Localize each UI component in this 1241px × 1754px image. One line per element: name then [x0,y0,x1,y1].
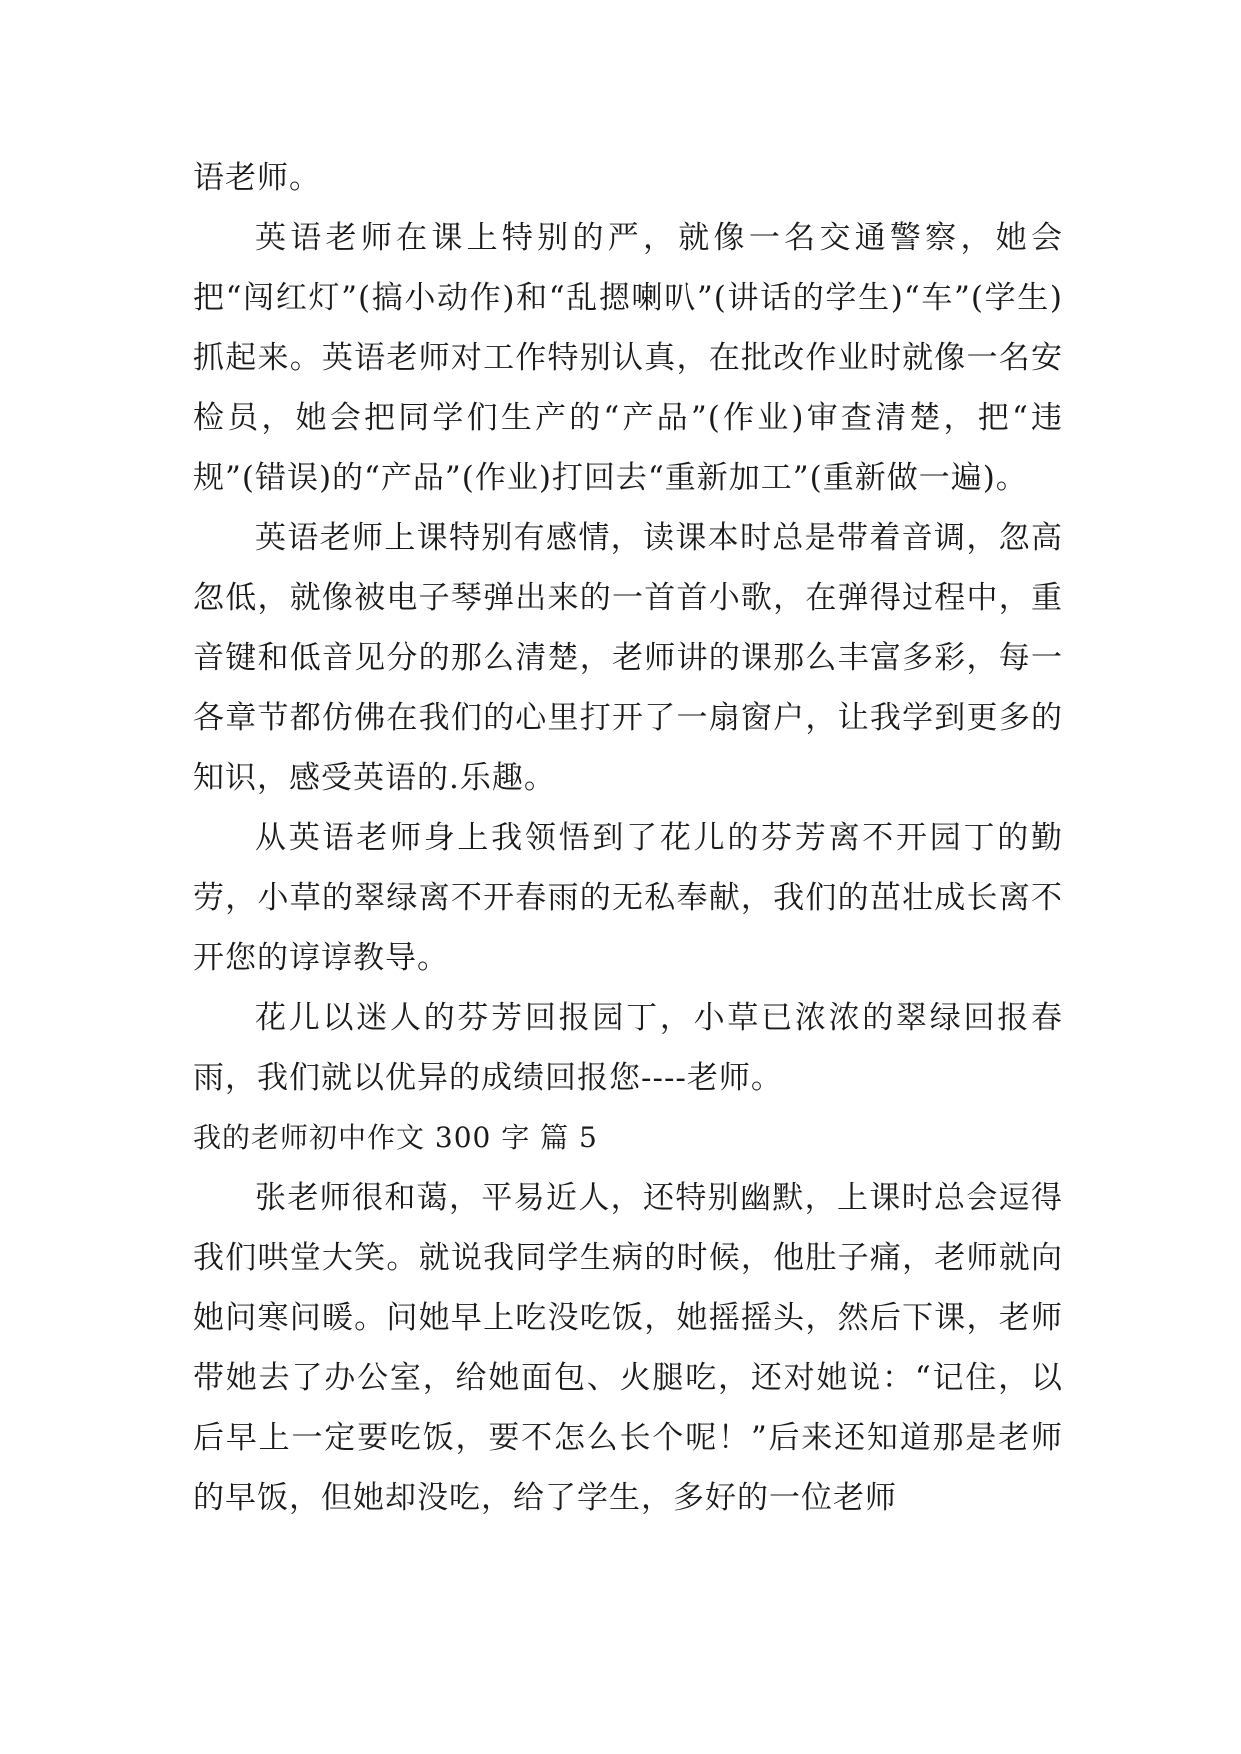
paragraph-continuation: 语老师。 [193,160,321,196]
paragraph-repay: 花儿以迷人的芬芳回报园丁，小草已浓浓的翠绿回报春雨，我们就以优异的成绩回报您----老师。 [193,1000,1063,1096]
paragraph-emotional-teaching: 英语老师上课特别有感情，读课本时总是带着音调，忽高忽低，就像被电子琴弹出来的一首首小歌，在弹得过程中，重音键和低音见分的那么清楚，老师讲的课那么丰富多彩，每一各章节都仿佛在我们的心里打开了一扇窗户，让我学到更多的知识，感受英语的.乐趣。 [193,520,1063,796]
paragraph-gratitude: 从英语老师身上我领悟到了花儿的芬芳离不开园丁的勤劳，小草的翠绿离不开春雨的无私奉献，我们的茁壮成长离不开您的谆谆教导。 [193,820,1063,976]
document-body [193,148,1063,1528]
paragraph-strict-teacher: 英语老师在课上特别的严，就像一名交通警察，她会把“闯红灯”(搞小动作)和“乱摁喇叭”(讲话的学生)“车”(学生)抓起来。英语老师对工作特别认真，在批改作业时就像一名安检员，她会把同学们生产的“产品”(作业)审查清楚，把“违规”(错误)的“产品”(作业)打回去“重新加工”(重新做一遍)。 [193,220,1063,496]
paragraph-teacher-zhang: 张老师很和蔼，平易近人，还特别幽默，上课时总会逗得我们哄堂大笑。就说我同学生病的时候，他肚子痛，老师就向她问寒问暖。问她早上吃没吃饭，她摇摇头，然后下课，老师带她去了办公室，给她面包、火腿吃，还对她说：“记住，以后早上一定要吃饭，要不怎么长个呢！”后来还知道那是老师的早饭，但她却没吃，给了学生，多好的一位老师 [193,1180,1063,1516]
section-heading: 我的老师初中作文 300 字 篇 5 [193,1121,598,1154]
